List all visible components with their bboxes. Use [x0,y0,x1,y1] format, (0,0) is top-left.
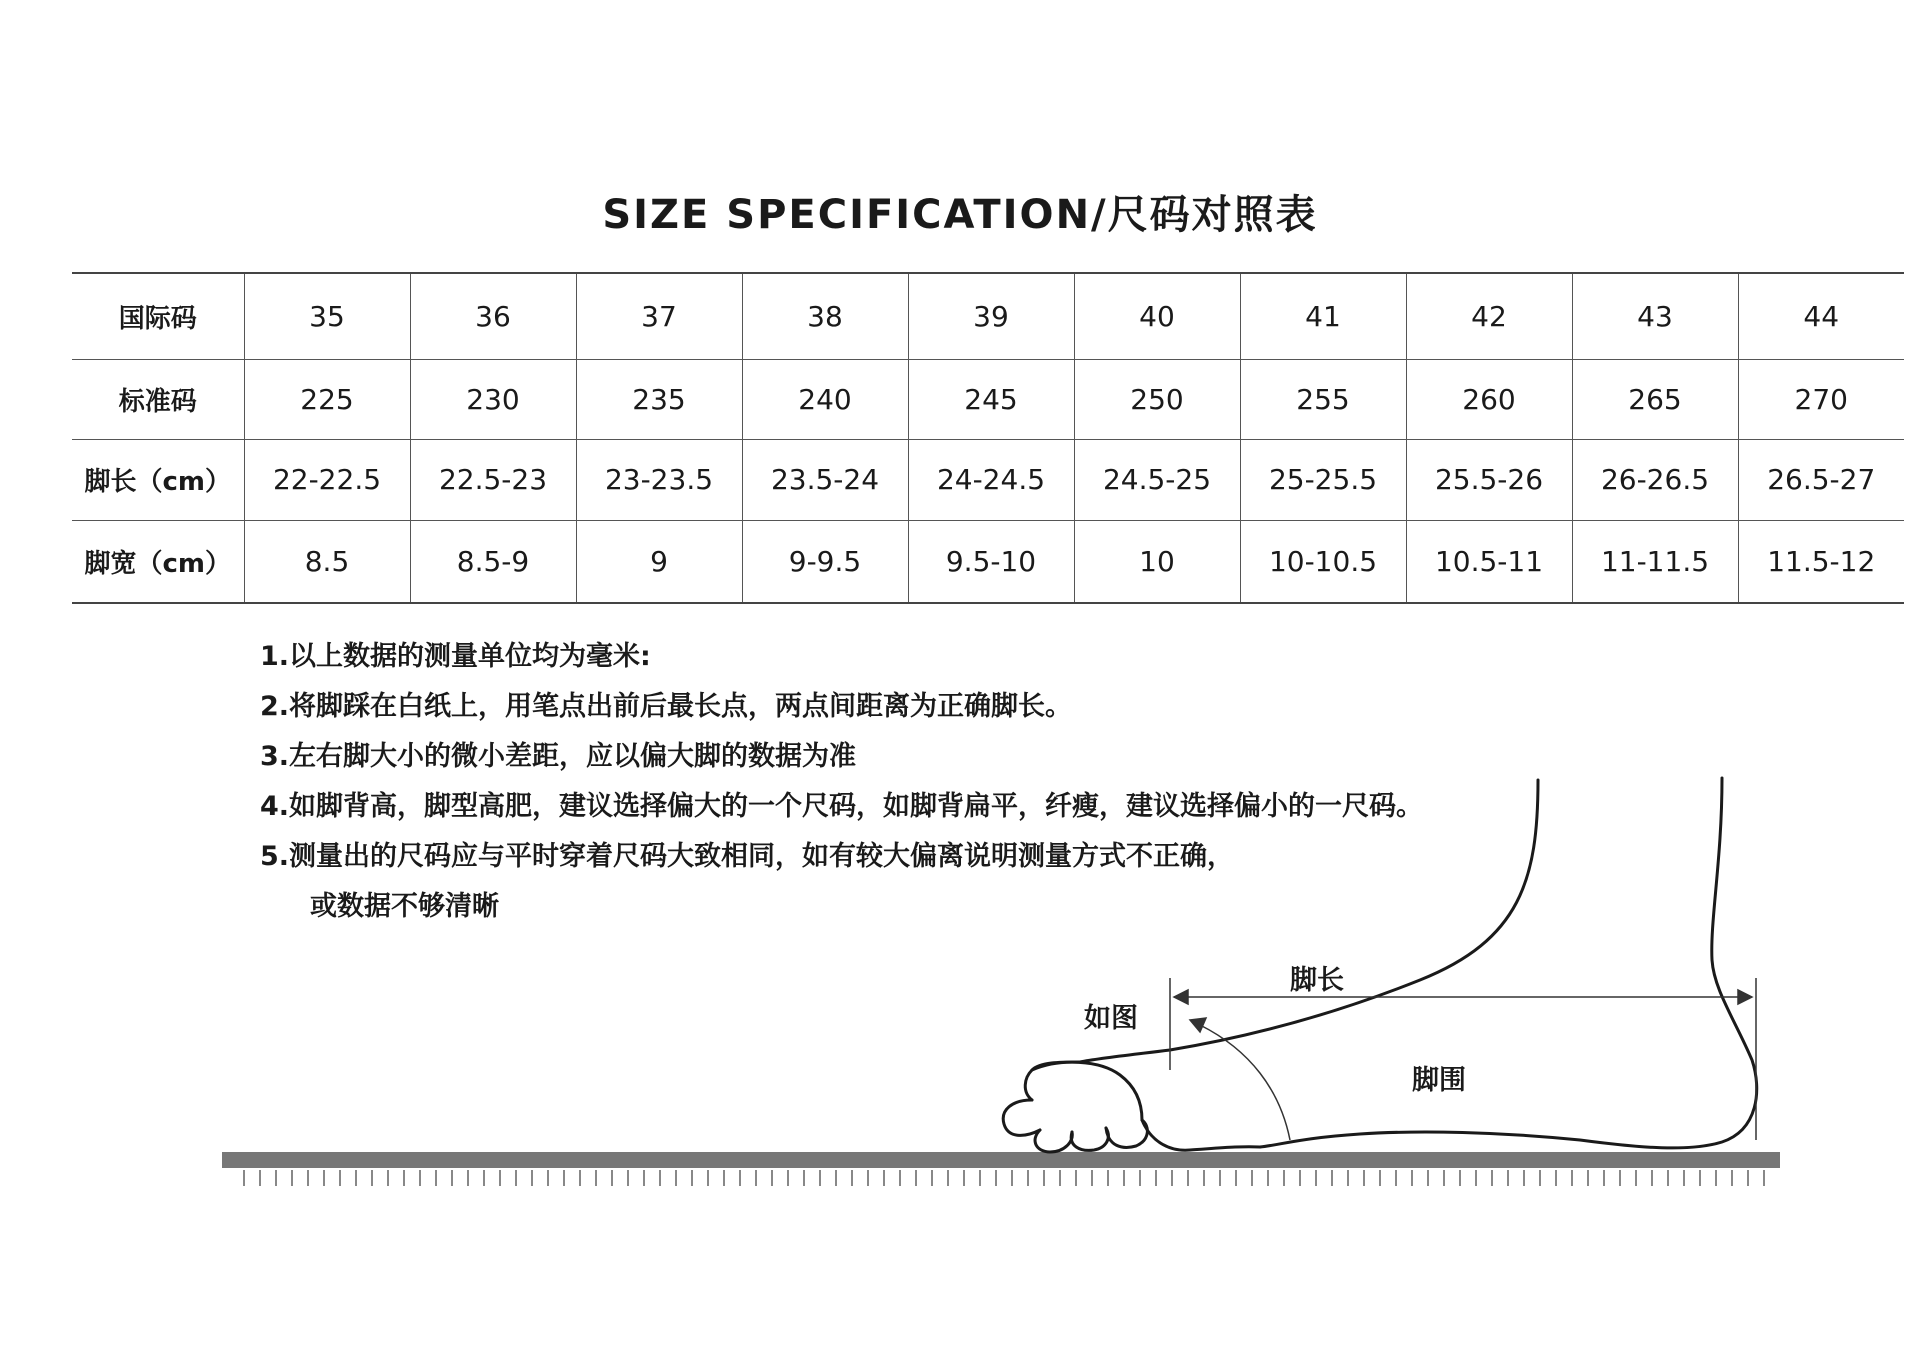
table-cell: 22-22.5 [244,439,410,520]
table-cell: 9 [576,520,742,603]
toe-5 [1142,1120,1260,1150]
toe-big [1025,1062,1080,1100]
table-cell: 235 [576,359,742,439]
table-cell: 10 [1074,520,1240,603]
note-item: 3.左右脚大小的微小差距，应以偏大脚的数据为准 [260,741,857,772]
table-cell: 11.5-12 [1738,520,1904,603]
table-cell: 225 [244,359,410,439]
toe-top [1032,1062,1142,1120]
table-cell: 270 [1738,359,1904,439]
page-title: SIZE SPECIFICATION/尺码对照表 [602,192,1318,238]
girth-arrow [1190,1018,1206,1032]
table-cell: 240 [742,359,908,439]
note-item: 5.测量出的尺码应与平时穿着尺码大致相同，如有较大偏离说明测量方式不正确， [260,841,1235,872]
floor-bar [222,1152,1780,1168]
table-cell: 10.5-11 [1406,520,1572,603]
table-cell: 36 [410,273,576,359]
table-cell: 41 [1240,273,1406,359]
note-item: 2.将脚踩在白纸上，用笔点出前后最长点，两点间距离为正确脚长。 [260,691,1073,722]
table-cell: 22.5-23 [410,439,576,520]
table-cell: 23.5-24 [742,439,908,520]
table-cell: 24-24.5 [908,439,1074,520]
table-cell: 23-23.5 [576,439,742,520]
toe-2 [1035,1130,1072,1152]
foot-top-outline [1080,780,1538,1062]
table-cell: 43 [1572,273,1738,359]
table-cell: 26-26.5 [1572,439,1738,520]
table-cell: 8.5 [244,520,410,603]
table-cell: 245 [908,359,1074,439]
table-cell: 265 [1572,359,1738,439]
length-arrow-right [1738,990,1752,1004]
table-cell: 9.5-10 [908,520,1074,603]
table-cell: 37 [576,273,742,359]
table-cell: 9-9.5 [742,520,908,603]
table-cell: 8.5-9 [410,520,576,603]
toe-4 [1106,1120,1147,1147]
table-cell: 24.5-25 [1074,439,1240,520]
table-cell: 25-25.5 [1240,439,1406,520]
table-cell: 42 [1406,273,1572,359]
toe-3 [1071,1128,1108,1150]
example-label: 如图 [1084,1003,1138,1034]
table-cell: 38 [742,273,908,359]
note-item: 4.如脚背高，脚型高肥，建议选择偏大的一个尺码，如脚背扁平，纤瘦，建议选择偏小的一尺码。 [260,791,1424,822]
row-label: 国际码 [72,273,244,359]
row-label: 脚宽（cm） [72,520,244,603]
note-item: 或数据不够清晰 [310,891,499,922]
table-cell: 40 [1074,273,1240,359]
table-cell: 26.5-27 [1738,439,1904,520]
foot-length-label: 脚长 [1290,965,1344,996]
length-arrow-left [1174,990,1188,1004]
table-cell: 35 [244,273,410,359]
table-cell: 44 [1738,273,1904,359]
ruler-ticks [244,1170,1764,1186]
foot-illustration [1003,778,1757,1152]
table-cell: 260 [1406,359,1572,439]
table-cell: 250 [1074,359,1240,439]
table-cell: 25.5-26 [1406,439,1572,520]
toe-1 [1003,1100,1040,1135]
row-label: 脚长（cm） [72,439,244,520]
table-cell: 255 [1240,359,1406,439]
table-cell: 10-10.5 [1240,520,1406,603]
table-cell: 11-11.5 [1572,520,1738,603]
foot-girth-label: 脚围 [1412,1065,1466,1096]
note-item: 1.以上数据的测量单位均为毫米: [260,641,651,672]
row-label: 标准码 [72,359,244,439]
table-cell: 230 [410,359,576,439]
table-cell: 39 [908,273,1074,359]
